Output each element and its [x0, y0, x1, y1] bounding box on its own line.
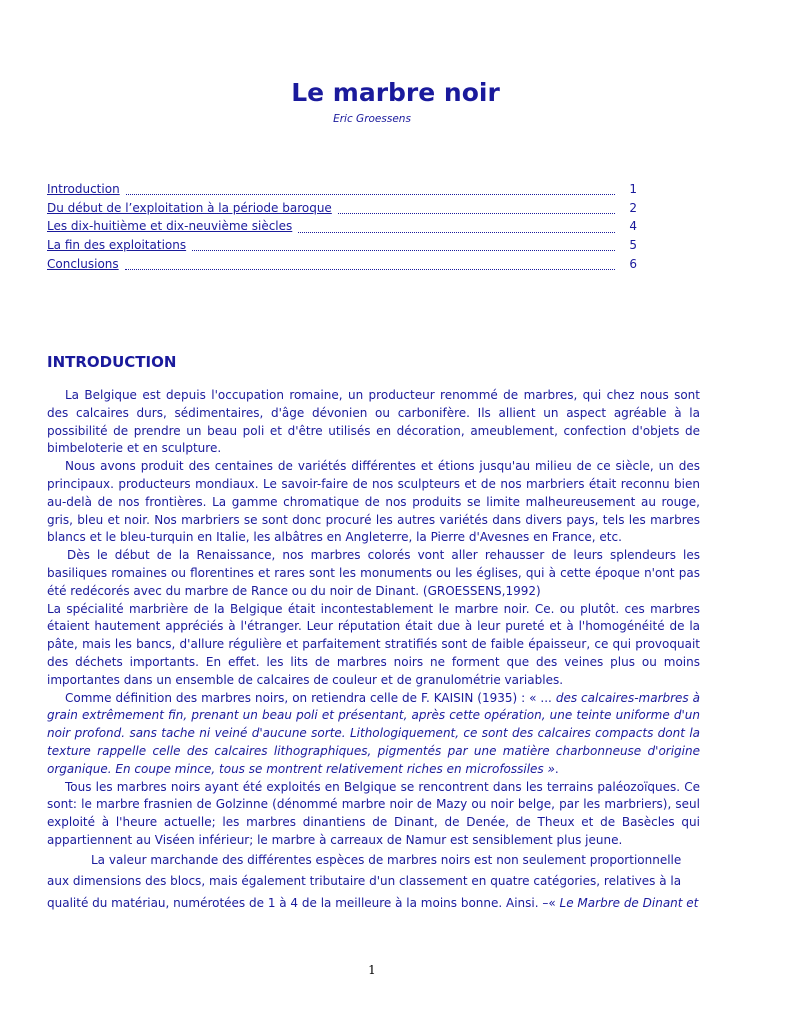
paragraph-7-quote: Le Marbre de Dinant et: [559, 895, 699, 910]
paragraph-3: Dès le début de la Renaissance, nos marbres colorés vont aller rehausser de leurs splendeurs les basiliques romaines ou florentines et rares sont les monuments ou les églises, qui à cette époque n'ont pas été redécorés avec du marbre de Rance ou du noir de Dinant. (GROESSENS,1992): [47, 548, 700, 598]
paragraph-7: [47, 850, 700, 915]
paragraph-1: La Belgique est depuis l'occupation romaine, un producteur renommé de marbres, qui chez nous sont des calcaires durs, sédimentaires, d'âge dévonien ou carbonifère. Ils allient un aspect agréable à la possibilité de prendre un beau poli et d'être utilisés en décoration, ameublement, confection d'objets de bimbeloterie et en sculpture.: [47, 388, 700, 456]
paragraph-6: Tous les marbres noirs ayant été exploités en Belgique se rencontrent dans les terrains paléozoïques. Ce sont: le marbre frasnien de Golzinne (dénommé marbre noir de Mazy ou noir belge, par les marbriers), seul exploité à l'heure actuelle; les marbres dinantiens de Dinant, de Denée, de Theux et de Basècles qui appartiennent au Viséen inférieur; le marbre à carreaux de Namur est sensiblement plus jeune.: [47, 779, 700, 847]
kaisin-quote: des calcaires-marbres à grain extrêmement fin, prenant un beau poli et présentant, après cette opération, une teinte uniforme d'un noir profond. sans tache ni veiné d'aucune sorte. Lithologiquement, ce sont des calcaires compacts dont la texture rappelle celle des calcaires lithographiques, pigmentés par une matière charbonneuse d'origine organique. En coupe mince, tous se montrent relativement riches en microfossiles »: [47, 690, 701, 776]
toc-entry: [47, 201, 637, 220]
toc-entry: [47, 238, 637, 257]
body-text: [47, 387, 700, 914]
toc-link-siecles[interactable]: Les dix-huitième et dix-neuvième siècles: [47, 219, 293, 234]
toc-page-number: 5: [629, 238, 637, 253]
toc-page-number: 6: [629, 256, 637, 271]
quote-end: .: [554, 761, 559, 776]
toc-entry: [47, 257, 637, 276]
toc-page-number: 4: [629, 219, 637, 234]
toc-link-conclusions[interactable]: Conclusions: [47, 256, 119, 271]
toc-entry: [47, 219, 637, 238]
toc-link-introduction[interactable]: Introduction: [47, 182, 120, 196]
toc-leader: [338, 212, 615, 214]
table-of-contents: [47, 182, 637, 275]
paragraph-7-text: La valeur marchande des différentes espèces de marbres noirs est non seulement proportionnelle aux dimensions des blocs, mais également tributaire d'un classement en quatre catégories, relatives à la qualité du matériau, numérotées de 1 à 4 de la meilleure à la moins bonne. Ainsi. –«: [47, 852, 682, 910]
toc-link-debut-exploitation[interactable]: Du début de l’exploitation à la période baroque: [47, 200, 332, 215]
toc-leader: [298, 231, 615, 233]
author-name: Eric Groessens: [333, 113, 411, 125]
kaisin-intro: Comme définition des marbres noirs, on retiendra celle de F. KAISIN (1935) : « ...: [65, 690, 556, 705]
toc-page-number: 2: [629, 200, 637, 215]
toc-entry: [47, 182, 637, 201]
paragraph-5: [47, 690, 700, 779]
paragraph-2: Nous avons produit des centaines de variétés différentes et étions jusqu'au milieu de ce siècle, un des principaux. producteurs mondiaux. Le savoir-faire de nos sculpteurs et de nos marbriers était reconnu bien au-delà de nos frontières. La gamme chromatique de nos produits se limite malheureusement au rouge, gris, bleu et noir. Nos marbriers se sont donc procuré les autres variétés dans divers pays, tels les marbres blancs et le bleu-turquin en Italie, les albâtres en Angleterre, la Pierre d'Avesnes en France, etc.: [47, 459, 700, 545]
toc-link-fin-exploitations[interactable]: La fin des exploitations: [47, 238, 187, 253]
document-title: Le marbre noir: [291, 78, 500, 107]
toc-leader: [192, 249, 615, 251]
toc-leader: [125, 268, 615, 270]
toc-page-number: 1: [629, 182, 637, 196]
section-heading: INTRODUCTION: [47, 353, 177, 371]
toc-leader: [126, 193, 615, 195]
paragraph-4: La spécialité marbrière de la Belgique était incontestablement le marbre noir. Ce. ou plutôt. ces marbres étaient hautement appréciés à l'étranger. Leur réputation était due à leur pureté et à l'homogénéité de la pâte, mais les bancs, d'allure régulière et parfaitement stratifiés sont de faible épaisseur, ce qui provoquait des déchets importants. En effet. les lits de marbres noirs ne forment que des veines plus ou moins importantes dans un ensemble de calcaires de couleur et de granulométrie variables.: [47, 601, 700, 687]
page-number: 1: [368, 963, 376, 977]
